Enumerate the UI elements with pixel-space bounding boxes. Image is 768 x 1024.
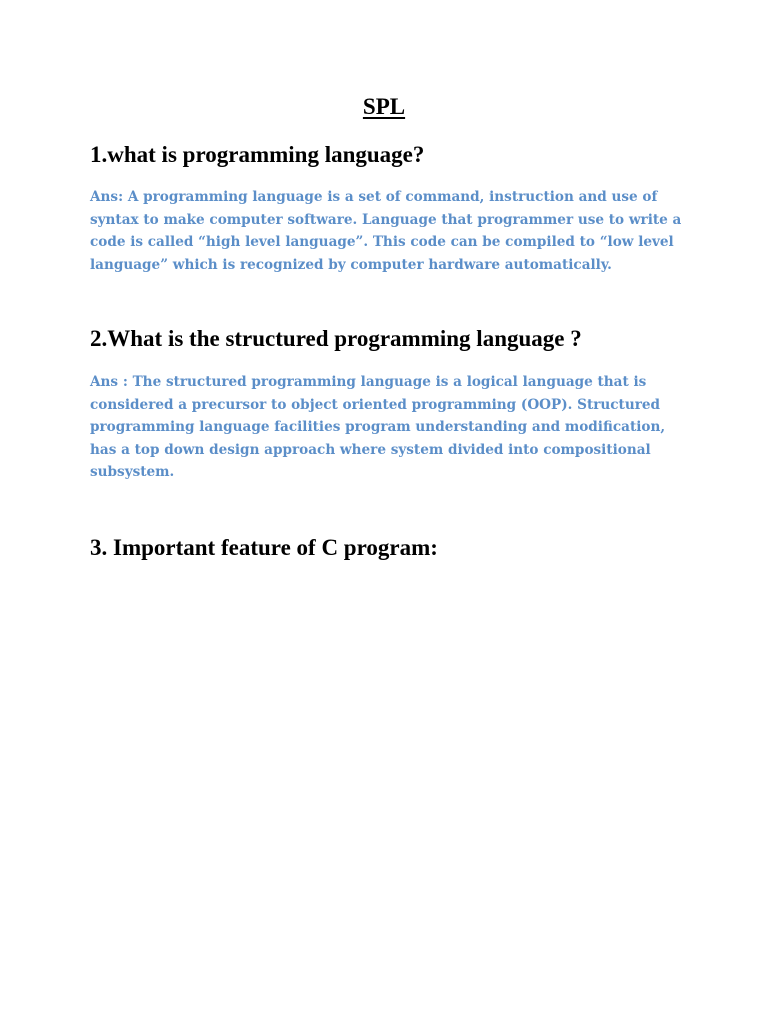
answer-2-paragraph: [90, 371, 690, 484]
document-title: SPL: [362, 94, 406, 119]
answer-2-line: programming language facilities program understanding and modification,: [90, 419, 666, 435]
answer-2-line: subsystem.: [90, 464, 175, 480]
question-2-heading: 2.What is the structured programming language ?: [90, 326, 582, 351]
answer-1-paragraph: [90, 186, 690, 276]
question-3-heading: 3. Important feature of C program:: [90, 535, 438, 560]
answer-1-line: code is called “high level language”. This code can be compiled to “low level: [90, 234, 674, 250]
answer-1-line: Ans: A programming language is a set of command, instruction and use of: [90, 189, 658, 205]
answer-1-line: syntax to make computer software. Language that programmer use to write a: [90, 211, 682, 228]
answer-2-line: has a top down design approach where system divided into compositional: [90, 441, 651, 458]
answer-2-line: considered a precursor to object oriented programming (OOP). Structured: [90, 396, 661, 413]
answer-2-line: Ans : The structured programming language is a logical language that is: [90, 374, 647, 390]
question-1-heading: 1.what is programming language?: [90, 142, 425, 167]
answer-1-line: language” which is recognized by computer hardware automatically.: [90, 256, 612, 273]
